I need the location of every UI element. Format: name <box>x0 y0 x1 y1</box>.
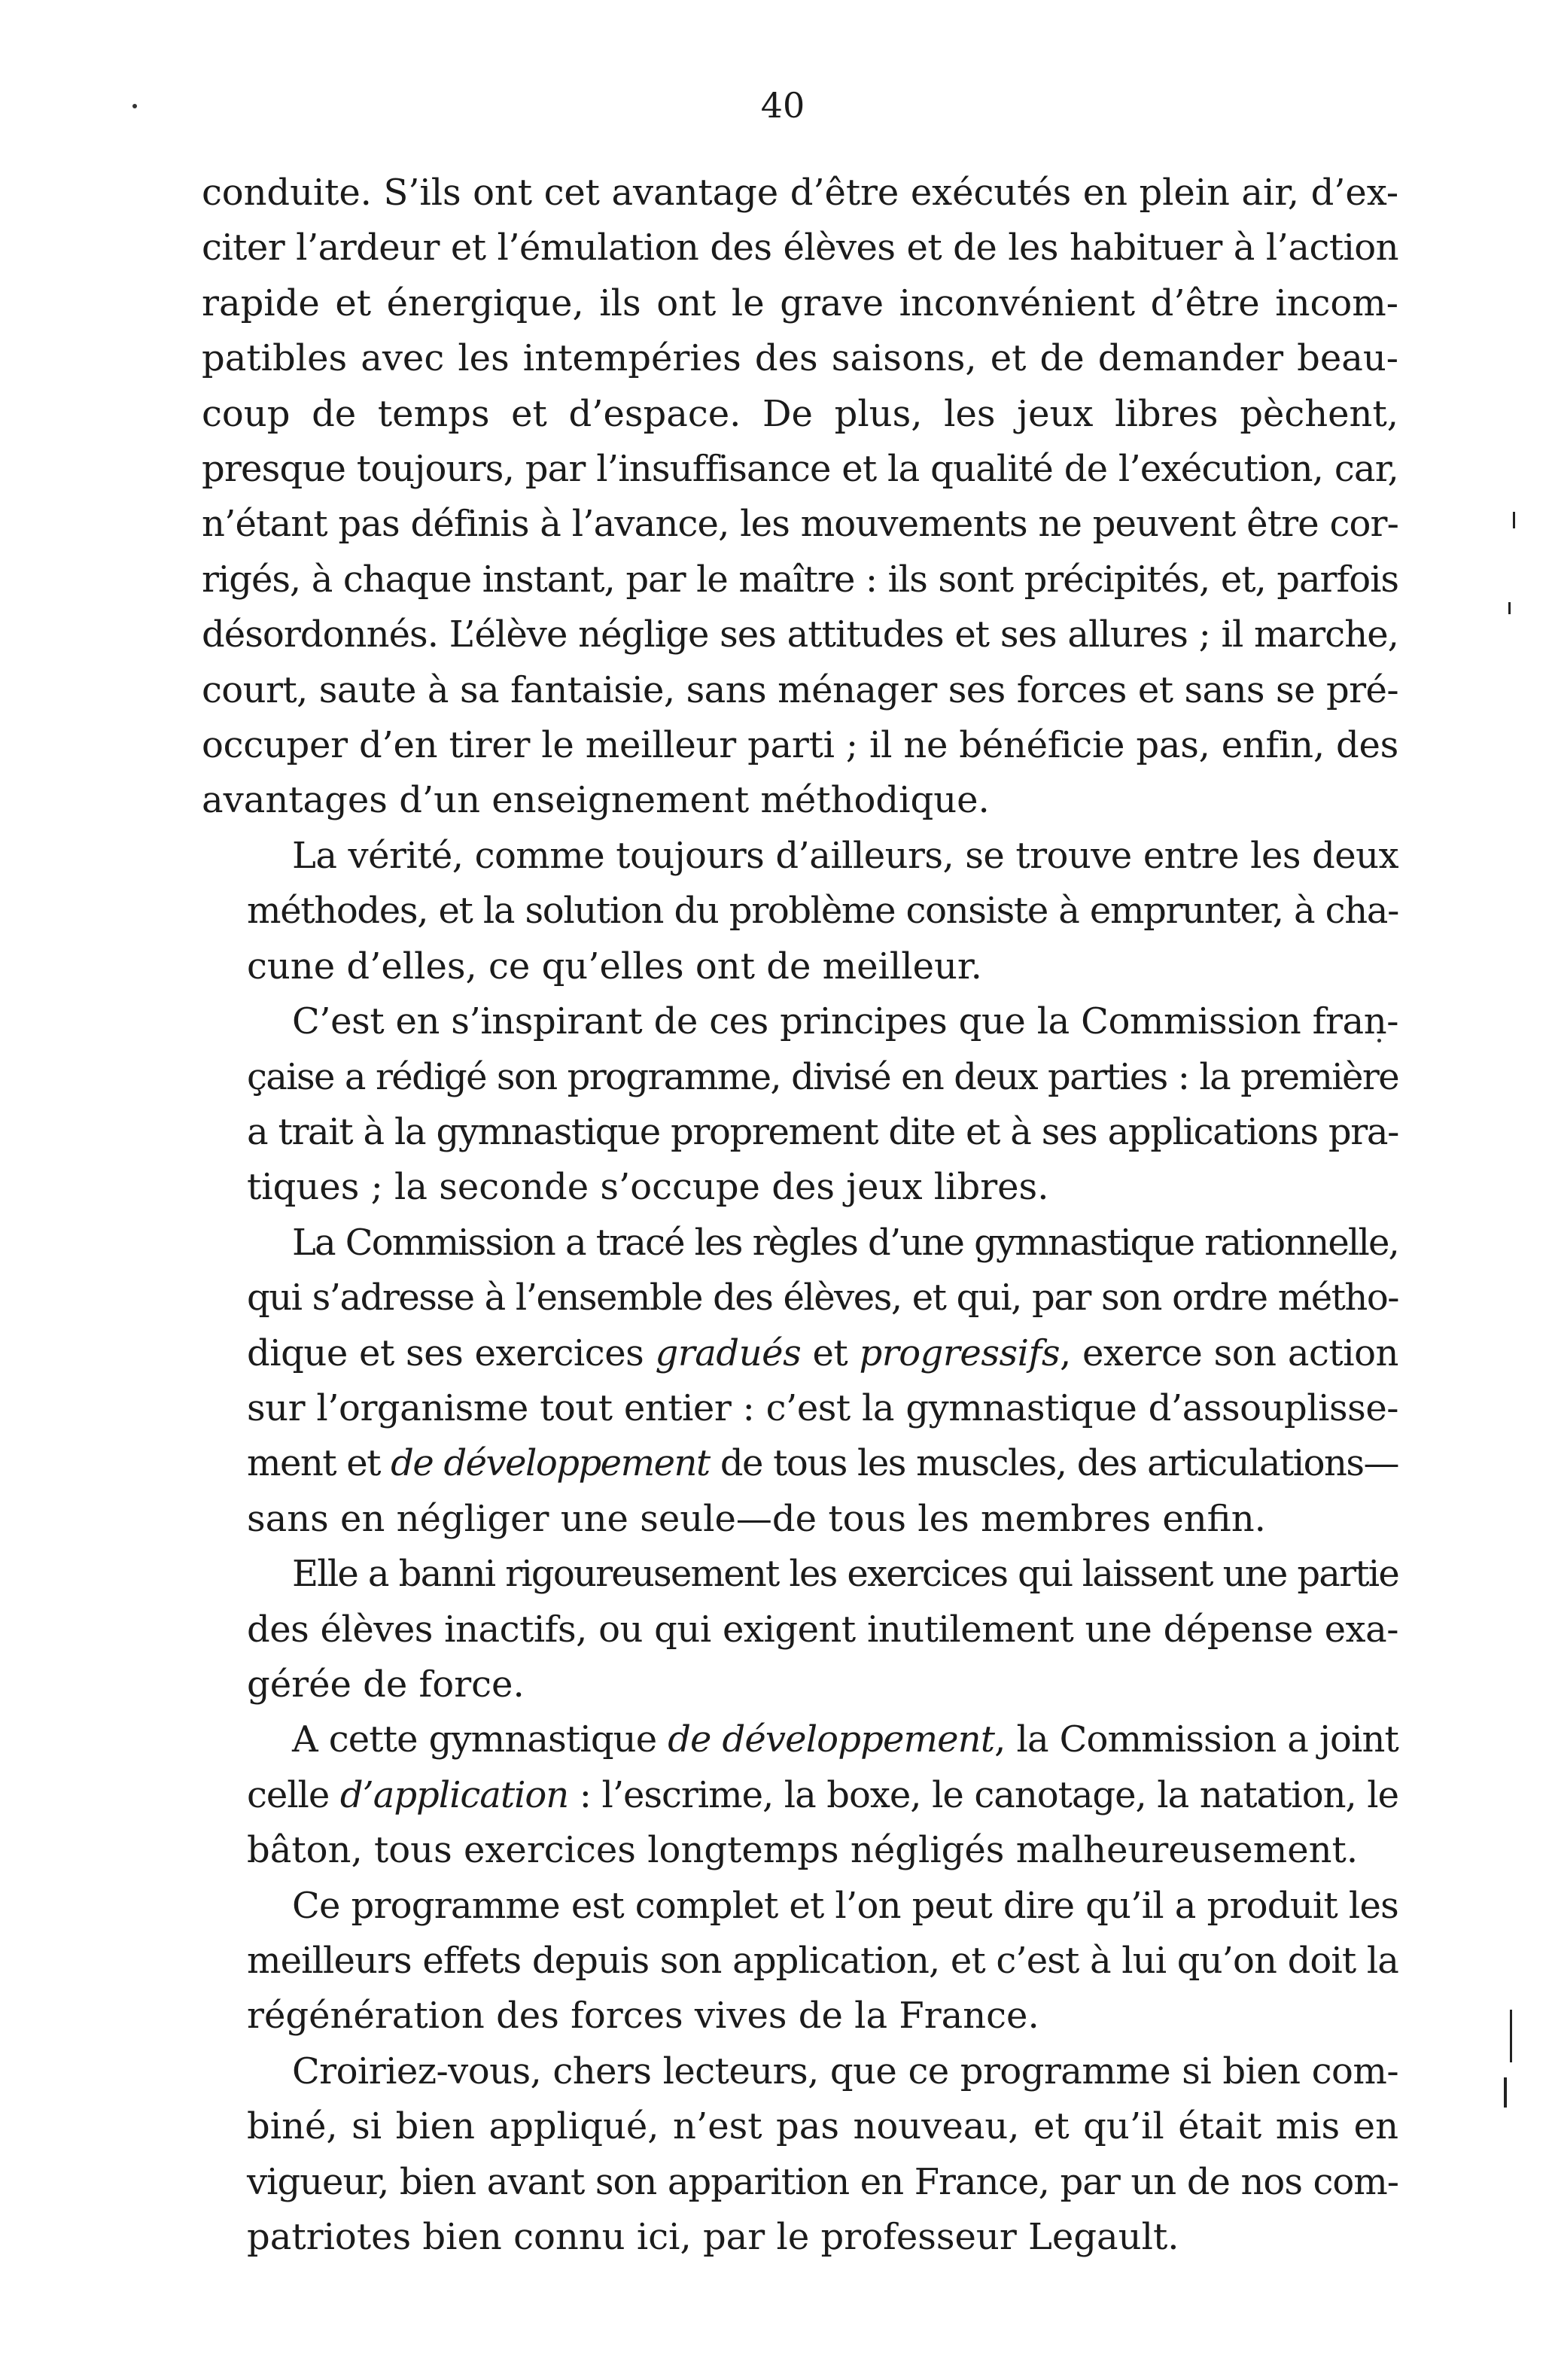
paragraph <box>202 829 1398 994</box>
text-line: rigés, à chaque instant, par le maître : ils sont précipités, et, parfois <box>202 558 1398 601</box>
text-line: sans en négliger une seule—de tous les membres enfin. <box>247 1497 1266 1540</box>
text-line: La Commission a tracé les règles d’une gymnastique rationnelle, <box>292 1221 1398 1264</box>
text-line: cune d’elles, ce qu’elles ont de meilleur. <box>247 945 982 988</box>
margin-mark <box>1513 512 1515 528</box>
text-line: vigueur, bien avant son apparition en France, par un de nos com- <box>247 2160 1398 2203</box>
text-line: ment et de développement de tous les muscles, des articulations— <box>247 1442 1399 1485</box>
paragraph <box>202 1879 1398 2044</box>
text-line: sur l’organisme tout entier : c’est la gymnastique d’assouplisse- <box>247 1386 1398 1429</box>
text-line: avantages d’un enseignement méthodique. <box>202 779 990 822</box>
text-line: patibles avec les intempéries des saisons, et de demander beau- <box>202 337 1398 380</box>
text-line: patriotes bien connu ici, par le professeur Legault. <box>247 2216 1179 2259</box>
text-line: tiques ; la seconde s’occupe des jeux libres. <box>247 1166 1049 1209</box>
paragraph <box>202 2044 1398 2266</box>
page-number: 40 <box>760 85 805 126</box>
text-line: celle d’application : l’escrime, la boxe, le canotage, la natation, le <box>247 1773 1398 1816</box>
text-line: coup de temps et d’espace. De plus, les jeux libres pèchent, <box>202 392 1398 435</box>
margin-mark <box>1504 2077 1507 2108</box>
text-line: méthodes, et la solution du problème consiste à emprunter, à cha- <box>247 890 1398 933</box>
text-line: çaise a rédigé son programme, divisé en deux parties : la première <box>247 1055 1398 1098</box>
text-line: conduite. S’ils ont cet avantage d’être exécutés en plein air, d’ex- <box>202 172 1398 214</box>
text-line: citer l’ardeur et l’émulation des élèves et de les habituer à l’action <box>202 227 1398 269</box>
text-line: rapide et énergique, ils ont le grave inconvénient d’être incom- <box>202 282 1398 324</box>
text-line: La vérité, comme toujours d’ailleurs, se trouve entre les deux <box>292 834 1398 877</box>
text-line: bâton, tous exercices longtemps négligés malheureusement. <box>247 1829 1359 1872</box>
text-line: Croiriez-vous, chers lecteurs, que ce programme si bien com- <box>292 2050 1398 2092</box>
paragraph <box>202 1547 1398 1712</box>
text-line: court, saute à sa fantaisie, sans ménager ses forces et sans se pré- <box>202 668 1398 711</box>
text-line: Elle a banni rigoureusement les exercices qui laissent une partie <box>292 1553 1398 1596</box>
text-line: désordonnés. L’élève néglige ses attitudes et ses allures ; il marche, <box>202 613 1398 656</box>
paragraph <box>202 994 1398 1216</box>
text-line: meilleurs effets depuis son application, et c’est à lui qu’on doit la <box>247 1940 1398 1982</box>
margin-mark <box>1508 602 1511 614</box>
text-line: régénération des forces vives de la France. <box>247 1995 1039 2038</box>
text-line: A cette gymnastique de développement, la Commission a joint <box>292 1718 1398 1761</box>
text-line: gérée de force. <box>247 1663 525 1706</box>
text-line: presque toujours, par l’insuffisance et la qualité de l’exécution, car, <box>202 448 1398 491</box>
text-line: biné, si bien appliqué, n’est pas nouveau, et qu’il était mis en <box>247 2105 1398 2148</box>
paragraph <box>202 166 1398 829</box>
text-line: dique et ses exercices gradués et progressifs, exerce son action <box>247 1332 1398 1374</box>
text-line: a trait à la gymnastique proprement dite et à ses applications pra- <box>247 1110 1398 1153</box>
paragraph <box>202 1216 1398 1547</box>
text-line: C’est en s’inspirant de ces principes que la Commission fran- <box>292 1000 1398 1043</box>
text-line: occuper d’en tirer le meilleur parti ; il ne bénéficie pas, enfin, des <box>202 724 1398 767</box>
text-line: des élèves inactifs, ou qui exigent inutilement une dépense exa- <box>247 1608 1398 1651</box>
paragraph <box>202 1712 1398 1878</box>
body-text <box>202 166 1398 2265</box>
text-line: n’étant pas définis à l’avance, les mouvements ne peuvent être cor- <box>202 503 1398 546</box>
text-line: qui s’adresse à l’ensemble des élèves, et qui, par son ordre métho- <box>247 1277 1398 1319</box>
text-line: Ce programme est complet et l’on peut dire qu’il a produit les <box>292 1884 1398 1927</box>
margin-mark <box>1510 2010 1512 2062</box>
ink-speck <box>132 104 137 108</box>
